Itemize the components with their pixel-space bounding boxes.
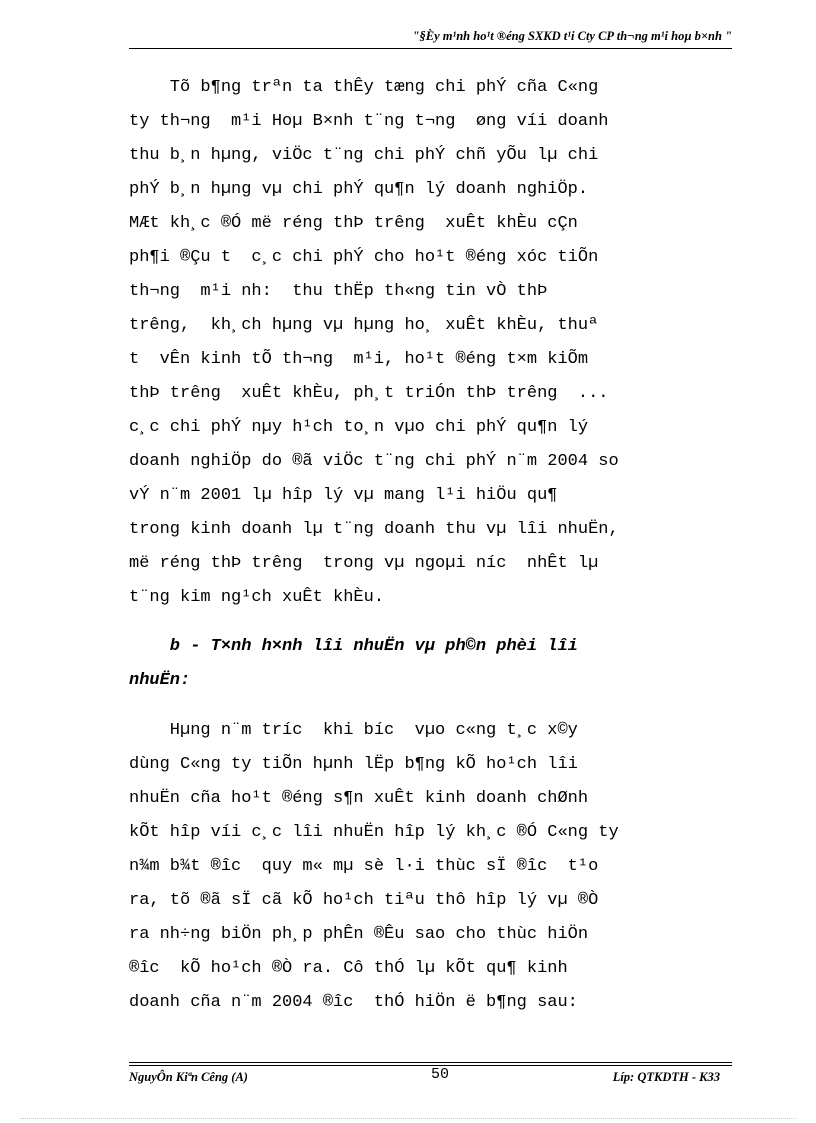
text-line: ®îc kÕ ho¹ch ®Ò ra. Cô thÓ lµ kÕt qu¶ kinh	[129, 959, 568, 978]
header-rule	[129, 48, 732, 49]
text-line: trong kinh doanh lµ t¨ng doanh thu vµ lîi nhuËn,	[129, 520, 619, 539]
text-line: trêng, kh¸ch hµng vµ hµng ho¸ xuÊt khÈu, thuª	[129, 316, 599, 335]
page-number: 50	[430, 1066, 449, 1083]
text-line: th¬ng m¹i nh: thu thËp th«ng tin vÒ thÞ	[129, 282, 548, 301]
text-line: nhuËn cña ho¹t ®éng s¶n xuÊt kinh doanh chØnh	[129, 789, 589, 808]
text-line: MÆt kh¸c ®Ó më réng thÞ trêng xuÊt khÈu cÇn	[129, 214, 578, 233]
paragraph-1	[129, 71, 732, 615]
text-line: n¾m b¾t ®îc quy m« mµ sè l·i thùc sÏ ®îc t¹o	[129, 857, 599, 876]
text-line: t¨ng kim ng¹ch xuÊt khÈu.	[129, 588, 385, 607]
text-line: t vÊn kinh tÕ th¬ng m¹i, ho¹t ®éng t×m kiÕm	[129, 350, 589, 369]
text-line: më réng thÞ trêng trong vµ ngoµi níc nhÊt lµ	[129, 554, 599, 573]
text-line: Hµng n¨m tríc khi bíc vµo c«ng t¸c x©y	[129, 721, 578, 740]
text-line: ty th¬ng m¹i Hoµ B×nh t¨ng t¬ng øng víi doanh	[129, 112, 609, 131]
heading-line: nhuËn:	[129, 671, 191, 690]
section-heading	[129, 630, 732, 698]
text-line: vÝ n¨m 2001 lµ hîp lý vµ mang l¹i hiÖu qu¶	[129, 486, 558, 505]
footer-author: NguyÔn Kiªn Cêng (A)	[129, 1070, 248, 1084]
page-header: "§Èy m¹nh ho¹t ®éng SXKD t¹i Cty CP th¬ng m¹i hoµ b×nh "	[412, 29, 732, 43]
text-line: dùng C«ng ty tiÕn hµnh lËp b¶ng kÕ ho¹ch lîi	[129, 755, 578, 774]
text-line: kÕt hîp víi c¸c lîi nhuËn hîp lý kh¸c ®Ó C«ng ty	[129, 823, 619, 842]
page-edge	[20, 1118, 796, 1119]
text-line: doanh nghiÖp do ®ã viÖc t¨ng chi phÝ n¨m 2004 so	[129, 452, 619, 471]
text-line: ph¶i ®Çu t c¸c chi phÝ cho ho¹t ®éng xóc tiÕn	[129, 248, 599, 267]
text-line: thÞ trêng xuÊt khÈu, ph¸t triÓn thÞ trêng ...	[129, 384, 609, 403]
text-line: doanh cña n¨m 2004 ®îc thÓ hiÖn ë b¶ng sau:	[129, 993, 578, 1012]
paragraph-2	[129, 714, 732, 1020]
text-line: phÝ b¸n hµng vµ chi phÝ qu¶n lý doanh nghiÖp.	[129, 180, 589, 199]
text-line: c¸c chi phÝ nµy h¹ch to¸n vµo chi phÝ qu¶n lý	[129, 418, 589, 437]
text-line: ra nh÷ng biÖn ph¸p phÊn ®Êu sao cho thùc hiÖn	[129, 925, 589, 944]
text-line: Tõ b¶ng trªn ta thÊy tæng chi phÝ cña C«ng	[129, 78, 599, 97]
heading-line: b - T×nh h×nh lîi nhuËn vµ ph©n phèi lîi	[129, 637, 578, 656]
footer-class: Líp: QTKDTH - K33	[612, 1070, 720, 1084]
footer-rule	[129, 1062, 732, 1063]
text-line: thu b¸n hµng, viÖc t¨ng chi phÝ chñ yÕu lµ chi	[129, 146, 599, 165]
text-line: ra, tõ ®ã sÏ cã kÕ ho¹ch tiªu thô hîp lý vµ ®Ò	[129, 891, 599, 910]
